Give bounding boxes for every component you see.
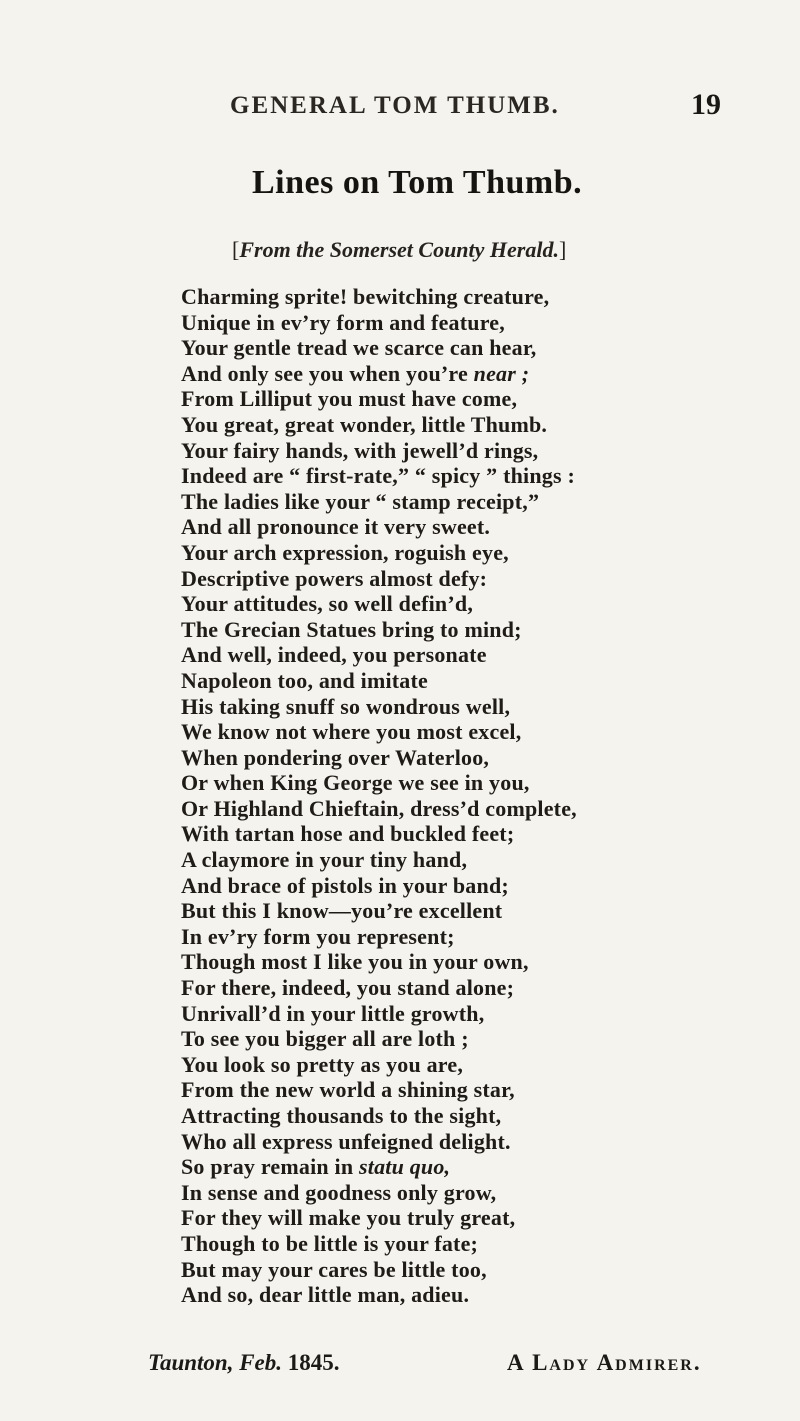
poem-line: From Lilliput you must have come,	[181, 386, 518, 412]
poem-line: But this I know—you’re excellent	[181, 898, 503, 924]
poem-line: You look so pretty as you are,	[181, 1051, 464, 1077]
poem-line: You great, great wonder, little Thumb.	[181, 411, 548, 437]
poem-line: Or Highland Chieftain, dress’d complete,	[181, 795, 577, 821]
poem-line-text: And only see you when you’re	[181, 360, 474, 386]
poem-line: Descriptive powers almost defy:	[181, 565, 488, 591]
poem-line: Unique in ev’ry form and feature,	[181, 309, 505, 335]
source-close-bracket: ]	[558, 237, 567, 262]
poem-line: Indeed are “ first-rate,” “ spicy ” things :	[181, 463, 575, 489]
page-number: 19	[691, 88, 721, 121]
poem-line	[181, 361, 577, 387]
poem-line: Attracting thousands to the sight,	[181, 1103, 502, 1128]
poem-line: Your fairy hands, with jewell’d rings,	[181, 437, 539, 463]
poem-line-text: So pray remain in	[181, 1154, 359, 1180]
poem-line: For there, indeed, you stand alone;	[181, 975, 515, 1001]
poem-line: Charming sprite! bewitching creature,	[181, 284, 550, 309]
poem-line: In sense and goodness only grow,	[181, 1179, 497, 1205]
poem-line-emphasis: statu quo,	[359, 1154, 451, 1180]
poem-line: The ladies like your “ stamp receipt,”	[181, 488, 540, 514]
poem-line: Your attitudes, so well defin’d,	[181, 591, 474, 617]
poem-title: Lines on Tom Thumb.	[252, 164, 583, 201]
poem-line: Or when King George we see in you,	[181, 770, 530, 796]
signature: A Lady Admirer.	[507, 1350, 702, 1375]
poem-line	[181, 1154, 577, 1180]
year: 1845.	[287, 1350, 340, 1375]
poem-line: We know not where you most excel,	[181, 719, 522, 745]
poem-line: And brace of pistols in your band;	[181, 872, 509, 898]
poem-line: Napoleon too, and imitate	[181, 667, 428, 693]
source-text: From the Somerset County Herald.	[239, 237, 559, 262]
poem-line: And all pronounce it very sweet.	[181, 514, 491, 540]
poem-line: A claymore in your tiny hand,	[181, 847, 468, 873]
poem-body	[181, 284, 577, 1308]
poem-line: And so, dear little man, adieu.	[181, 1282, 470, 1308]
poem-line: And well, indeed, you personate	[181, 642, 487, 668]
poem-line: Your gentle tread we scarce can hear,	[181, 335, 537, 361]
poem-line: To see you bigger all are loth ;	[181, 1026, 469, 1052]
poem-line: Who all express unfeigned delight.	[181, 1128, 511, 1154]
poem-line: Though most I like you in your own,	[181, 949, 529, 975]
poem-line: His taking snuff so wondrous well,	[181, 693, 511, 719]
poem-line: When pondering over Waterloo,	[181, 744, 490, 770]
poem-line-emphasis: near ;	[473, 360, 530, 386]
poem-line: But may your cares be little too,	[181, 1256, 487, 1282]
source-citation	[232, 237, 566, 263]
poem-line: From the new world a shining star,	[181, 1077, 515, 1103]
running-head: GENERAL TOM THUMB.	[230, 92, 560, 119]
month: Feb.	[239, 1350, 283, 1375]
poem-line: For they will make you truly great,	[181, 1205, 516, 1231]
place: Taunton,	[148, 1350, 234, 1375]
poem-line: Though to be little is your fate;	[181, 1230, 479, 1256]
place-and-date	[148, 1350, 340, 1376]
poem-line: With tartan hose and buckled feet;	[181, 821, 515, 847]
poem-line: Your arch expression, roguish eye,	[181, 539, 509, 565]
poem-line: The Grecian Statues bring to mind;	[181, 616, 522, 642]
poem-line: In ev’ry form you represent;	[181, 923, 455, 949]
source-open-bracket: [	[232, 237, 240, 262]
poem-line: Unrivall’d in your little growth,	[181, 1000, 485, 1026]
